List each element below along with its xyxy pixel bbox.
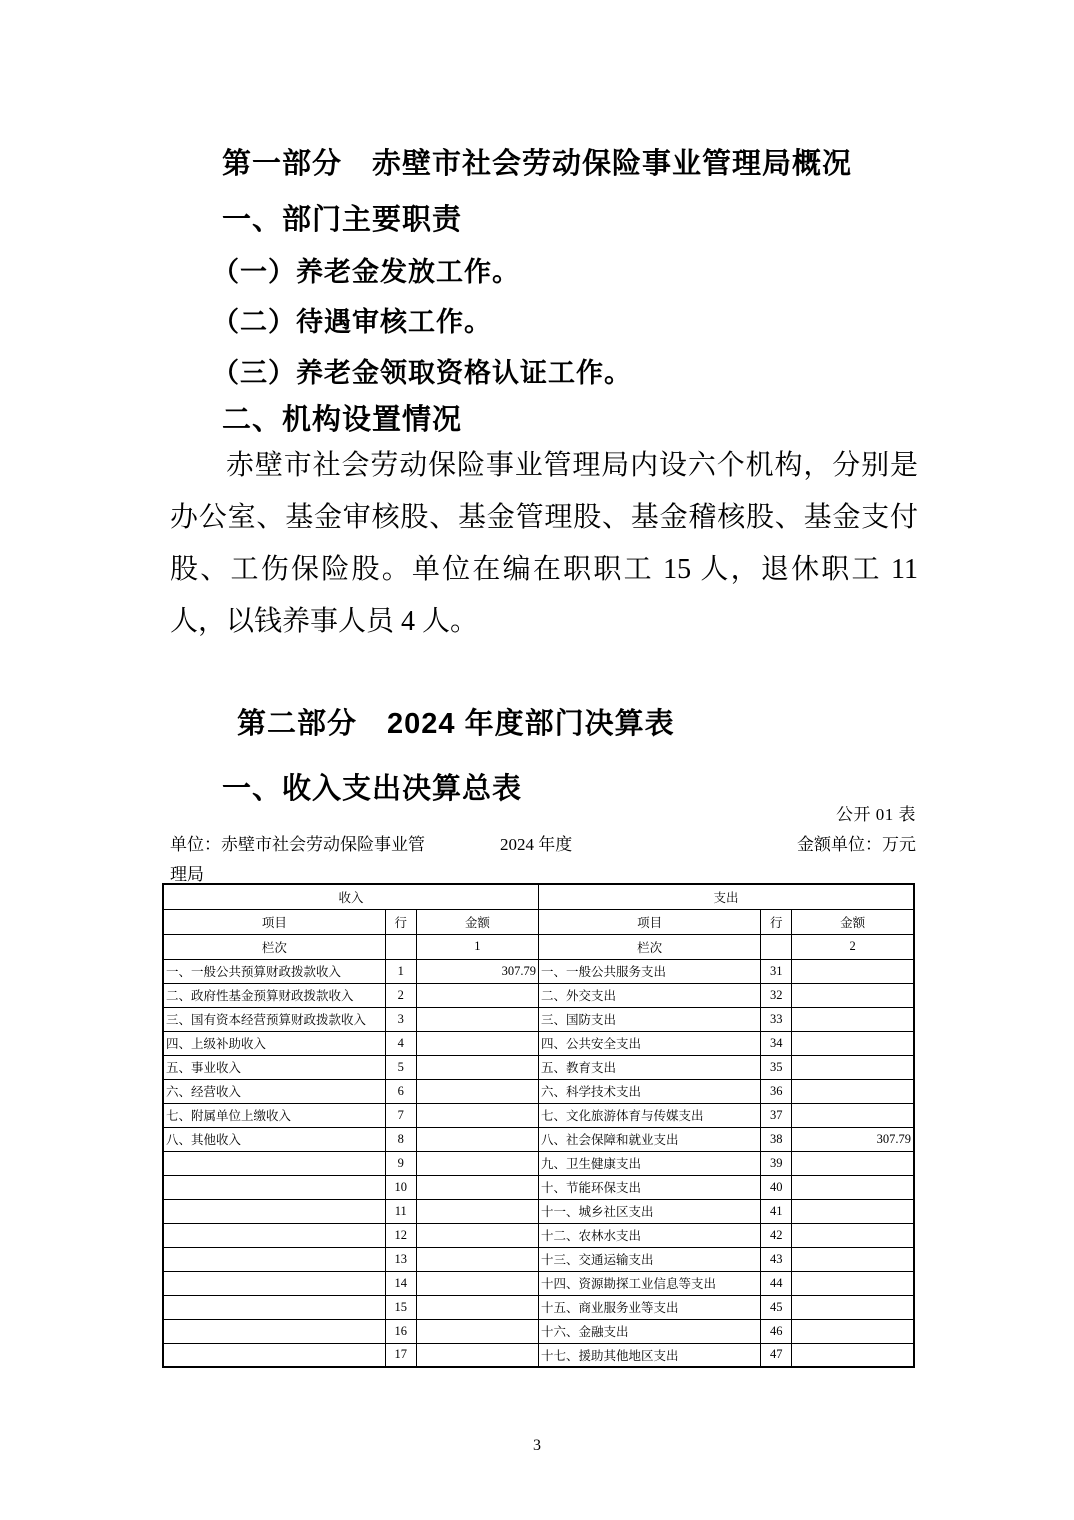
cell-income-amount — [416, 1175, 538, 1199]
cell-income-item — [163, 1295, 385, 1319]
table-meta-row — [170, 830, 916, 882]
cell-expense-row: 34 — [761, 1031, 792, 1055]
cell-income-row: 6 — [385, 1079, 416, 1103]
table-row — [163, 1127, 914, 1151]
cell-expense-item: 七、文化旅游体育与传媒支出 — [538, 1103, 760, 1127]
expense-amount-col-header: 金额 — [792, 909, 914, 934]
expense-lanci-rownum — [761, 934, 792, 959]
cell-income-row: 1 — [385, 959, 416, 983]
cell-expense-row: 41 — [761, 1199, 792, 1223]
cell-expense-amount — [792, 1007, 914, 1031]
cell-income-amount — [416, 1295, 538, 1319]
cell-expense-row: 36 — [761, 1079, 792, 1103]
cell-expense-row: 42 — [761, 1223, 792, 1247]
income-item-col-header: 项目 — [163, 909, 385, 934]
cell-income-row: 8 — [385, 1127, 416, 1151]
cell-expense-amount — [792, 1295, 914, 1319]
table-row — [163, 1247, 914, 1271]
table-lanci-row — [163, 934, 914, 959]
table-column-header-row — [163, 909, 914, 934]
cell-income-row: 15 — [385, 1295, 416, 1319]
cell-income-item: 七、附属单位上缴收入 — [163, 1103, 385, 1127]
table-row — [163, 1007, 914, 1031]
duties-heading: 一、部门主要职责 — [222, 204, 463, 236]
cell-expense-amount — [792, 1223, 914, 1247]
cell-expense-amount — [792, 1271, 914, 1295]
cell-expense-amount — [792, 1151, 914, 1175]
table-row — [163, 1151, 914, 1175]
cell-income-amount — [416, 1127, 538, 1151]
cell-expense-row: 31 — [761, 959, 792, 983]
cell-income-item: 二、政府性基金预算财政拨款收入 — [163, 983, 385, 1007]
cell-income-item: 三、国有资本经营预算财政拨款收入 — [163, 1007, 385, 1031]
cell-expense-row: 39 — [761, 1151, 792, 1175]
amount-unit-label: 金额单位：万元 — [797, 835, 916, 854]
cell-income-amount: 307.79 — [416, 959, 538, 983]
cell-expense-row: 47 — [761, 1343, 792, 1367]
expense-col-index: 2 — [792, 934, 914, 959]
cell-income-item — [163, 1223, 385, 1247]
cell-expense-amount — [792, 1031, 914, 1055]
org-heading: 二、机构设置情况 — [222, 404, 463, 436]
table-row — [163, 1199, 914, 1223]
cell-expense-item: 十五、商业服务业等支出 — [538, 1295, 760, 1319]
cell-income-amount — [416, 1271, 538, 1295]
cell-income-amount — [416, 1007, 538, 1031]
cell-expense-amount — [792, 1247, 914, 1271]
cell-income-item: 六、经营收入 — [163, 1079, 385, 1103]
page-number: 3 — [533, 1437, 541, 1454]
cell-expense-row: 38 — [761, 1127, 792, 1151]
cell-expense-row: 35 — [761, 1055, 792, 1079]
cell-income-amount — [416, 1199, 538, 1223]
cell-expense-amount — [792, 1175, 914, 1199]
duty-item-1: （一）养老金发放工作。 — [212, 257, 520, 287]
cell-income-item — [163, 1199, 385, 1223]
duty-item-2: （二）待遇审核工作。 — [212, 307, 492, 337]
table-row — [163, 1055, 914, 1079]
cell-income-amount — [416, 983, 538, 1007]
cell-income-row: 4 — [385, 1031, 416, 1055]
income-col-index: 1 — [416, 934, 538, 959]
cell-income-row: 3 — [385, 1007, 416, 1031]
cell-expense-item: 九、卫生健康支出 — [538, 1151, 760, 1175]
cell-income-item: 四、上级补助收入 — [163, 1031, 385, 1055]
cell-expense-item: 三、国防支出 — [538, 1007, 760, 1031]
public-table-tag: 公开 01 表 — [836, 805, 916, 824]
cell-income-amount — [416, 1247, 538, 1271]
cell-expense-row: 45 — [761, 1295, 792, 1319]
cell-expense-item: 六、科学技术支出 — [538, 1079, 760, 1103]
cell-expense-amount — [792, 1079, 914, 1103]
cell-expense-item: 四、公共安全支出 — [538, 1031, 760, 1055]
cell-expense-row: 46 — [761, 1319, 792, 1343]
income-expense-summary-table — [162, 883, 915, 1368]
cell-income-item — [163, 1343, 385, 1367]
cell-income-amount — [416, 1319, 538, 1343]
cell-income-amount — [416, 1031, 538, 1055]
expense-item-col-header: 项目 — [538, 909, 760, 934]
cell-income-amount — [416, 1151, 538, 1175]
expense-lanci-label: 栏次 — [538, 934, 760, 959]
table-body — [163, 959, 914, 1367]
cell-expense-item: 十一、城乡社区支出 — [538, 1199, 760, 1223]
cell-expense-amount — [792, 1103, 914, 1127]
cell-income-row: 14 — [385, 1271, 416, 1295]
part2-title: 第二部分 2024 年度部门决算表 — [237, 708, 675, 740]
cell-income-row: 2 — [385, 983, 416, 1007]
table-row — [163, 983, 914, 1007]
part1-title: 第一部分 赤壁市社会劳动保险事业管理局概况 — [222, 148, 853, 180]
table-row — [163, 1295, 914, 1319]
cell-expense-row: 40 — [761, 1175, 792, 1199]
table-section-header-row — [163, 884, 914, 909]
cell-income-item — [163, 1151, 385, 1175]
expense-rownum-col-header: 行 — [761, 909, 792, 934]
cell-expense-item: 十六、金融支出 — [538, 1319, 760, 1343]
table-row — [163, 1343, 914, 1367]
table-row — [163, 1319, 914, 1343]
cell-income-item — [163, 1271, 385, 1295]
cell-income-item — [163, 1247, 385, 1271]
cell-income-row: 17 — [385, 1343, 416, 1367]
income-lanci-label: 栏次 — [163, 934, 385, 959]
table-row — [163, 1223, 914, 1247]
table-row — [163, 1271, 914, 1295]
cell-expense-row: 33 — [761, 1007, 792, 1031]
cell-income-row: 12 — [385, 1223, 416, 1247]
unit-label: 单位：赤壁市社会劳动保险事业管理局 — [170, 835, 425, 884]
table-row — [163, 959, 914, 983]
income-section-header: 收入 — [163, 884, 538, 909]
cell-expense-row: 43 — [761, 1247, 792, 1271]
cell-income-amount — [416, 1055, 538, 1079]
cell-expense-item: 五、教育支出 — [538, 1055, 760, 1079]
cell-expense-amount — [792, 959, 914, 983]
income-lanci-rownum — [385, 934, 416, 959]
cell-income-item — [163, 1319, 385, 1343]
cell-expense-row: 32 — [761, 983, 792, 1007]
cell-income-item: 五、事业收入 — [163, 1055, 385, 1079]
cell-income-row: 16 — [385, 1319, 416, 1343]
cell-expense-item: 十三、交通运输支出 — [538, 1247, 760, 1271]
cell-expense-item: 十、节能环保支出 — [538, 1175, 760, 1199]
table-row — [163, 1175, 914, 1199]
cell-expense-item: 八、社会保障和就业支出 — [538, 1127, 760, 1151]
duty-item-3: （三）养老金领取资格认证工作。 — [212, 358, 632, 388]
cell-income-row: 9 — [385, 1151, 416, 1175]
cell-income-row: 10 — [385, 1175, 416, 1199]
cell-income-row: 13 — [385, 1247, 416, 1271]
income-rownum-col-header: 行 — [385, 909, 416, 934]
cell-income-amount — [416, 1103, 538, 1127]
cell-income-item — [163, 1175, 385, 1199]
cell-expense-amount — [792, 1319, 914, 1343]
cell-expense-amount — [792, 1199, 914, 1223]
summary-table-heading: 一、收入支出决算总表 — [222, 773, 523, 805]
cell-expense-item: 十四、资源勘探工业信息等支出 — [538, 1271, 760, 1295]
cell-expense-row: 37 — [761, 1103, 792, 1127]
cell-expense-amount — [792, 983, 914, 1007]
cell-expense-row: 44 — [761, 1271, 792, 1295]
cell-expense-item: 十七、援助其他地区支出 — [538, 1343, 760, 1367]
cell-income-amount — [416, 1343, 538, 1367]
cell-income-amount — [416, 1223, 538, 1247]
cell-income-amount — [416, 1079, 538, 1103]
org-paragraph: 赤壁市社会劳动保险事业管理局内设六个机构，分别是办公室、基金审核股、基金管理股、基金稽核股、基金支付股、工伤保险股。单位在编在职职工 15 人，退休职工 11 人，以钱养事人员 4 人。 — [170, 450, 918, 637]
table-row — [163, 1103, 914, 1127]
table-row — [163, 1031, 914, 1055]
cell-expense-amount: 307.79 — [792, 1127, 914, 1151]
cell-income-item: 一、一般公共预算财政拨款收入 — [163, 959, 385, 983]
cell-expense-amount — [792, 1343, 914, 1367]
cell-income-item: 八、其他收入 — [163, 1127, 385, 1151]
cell-expense-amount — [792, 1055, 914, 1079]
expense-section-header: 支出 — [538, 884, 914, 909]
year-label: 2024 年度 — [500, 835, 573, 854]
income-amount-col-header: 金额 — [416, 909, 538, 934]
cell-income-row: 7 — [385, 1103, 416, 1127]
cell-income-row: 5 — [385, 1055, 416, 1079]
table-row — [163, 1079, 914, 1103]
cell-expense-item: 一、一般公共服务支出 — [538, 959, 760, 983]
cell-expense-item: 十二、农林水支出 — [538, 1223, 760, 1247]
cell-expense-item: 二、外交支出 — [538, 983, 760, 1007]
cell-income-row: 11 — [385, 1199, 416, 1223]
